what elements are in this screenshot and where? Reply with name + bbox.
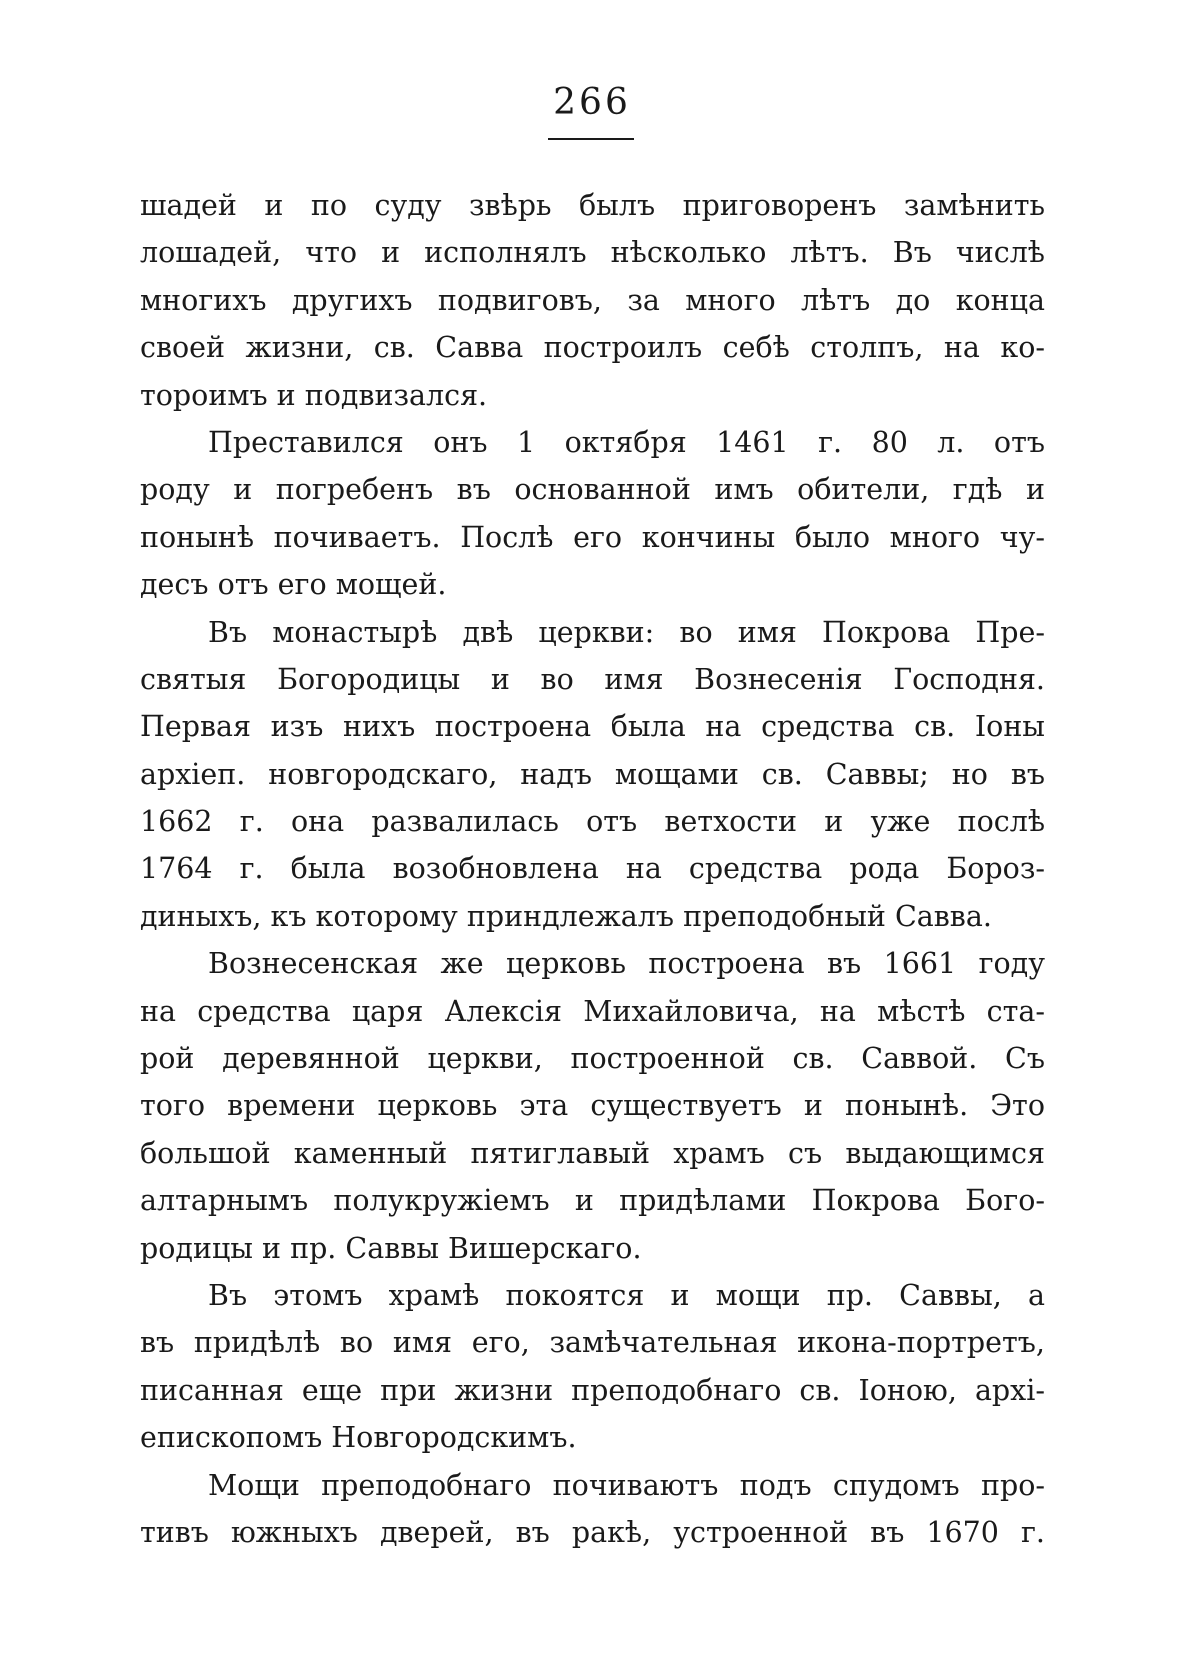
text-line: большой каменный пятиглавый храмъ съ выдающимся [140, 1136, 1045, 1170]
text-line: лошадей, что и исполнялъ нѣсколько лѣтъ. Въ числѣ [140, 236, 1045, 270]
page-body-text [140, 182, 1045, 1556]
text-line: Въ этомъ храмѣ покоятся и мощи пр. Саввы, а [208, 1278, 1045, 1312]
text-line: Первая изъ нихъ построена была на средства св. Іоны [140, 710, 1045, 744]
text-line: святыя Богородицы и во имя Вознесенія Господня. [140, 662, 1045, 696]
text-line: своей жизни, св. Савва построилъ себѣ столпъ, на ко- [140, 331, 1045, 365]
text-line: десъ отъ его мощей. [140, 568, 447, 602]
text-line: архіеп. новгородскаго, надъ мощами св. Саввы; но въ [140, 757, 1045, 791]
text-line: шадей и по суду звѣрь былъ приговоренъ замѣнить [140, 189, 1045, 222]
text-line: алтарнымъ полукружіемъ и придѣлами Покрова Бого- [140, 1184, 1045, 1218]
text-line: родицы и пр. Саввы Вишерскаго. [140, 1231, 642, 1265]
text-line: Преставился онъ 1 октября 1461 г. 80 л. отъ [208, 425, 1045, 459]
text-line: епископомъ Новгородскимъ. [140, 1421, 577, 1455]
text-line: тивъ южныхъ дверей, въ ракѣ, устроенной въ 1670 г. [140, 1515, 1045, 1549]
text-line: Вознесенская же церковь построена въ 1661 году [208, 947, 1045, 981]
text-line: Мощи преподобнаго почиваютъ подъ спудомъ про- [208, 1468, 1045, 1502]
text-line: на средства царя Алексія Михайловича, на мѣстѣ ста- [140, 994, 1045, 1028]
text-line: рой деревянной церкви, построенной св. Саввой. Съ [140, 1042, 1045, 1076]
text-line: Въ монастырѣ двѣ церкви: во имя Покрова Пре- [208, 615, 1045, 649]
text-line: 1764 г. была возобновлена на средства рода Бороз- [140, 852, 1045, 886]
text-line: въ придѣлѣ во имя его, замѣчательная икона-портретъ, [140, 1326, 1045, 1360]
text-line: понынѣ почиваетъ. Послѣ его кончины было много чу- [140, 520, 1045, 554]
page-number-rule [548, 138, 634, 140]
text-line: диныхъ, къ которому приндлежалъ преподобный Савва. [140, 899, 992, 933]
text-line: 1662 г. она развалилась отъ ветхости и уже послѣ [140, 805, 1045, 839]
text-line: многихъ другихъ подвиговъ, за много лѣтъ до конца [140, 283, 1045, 317]
text-line: тороимъ и подвизался. [140, 378, 488, 412]
text-line: роду и погребенъ въ основанной имъ обители, гдѣ и [140, 473, 1045, 507]
page-number: 266 [553, 82, 631, 123]
text-line: писанная еще при жизни преподобнаго св. Іоною, архі- [140, 1373, 1045, 1407]
text-line: того времени церковь эта существуетъ и понынѣ. Это [140, 1089, 1045, 1123]
